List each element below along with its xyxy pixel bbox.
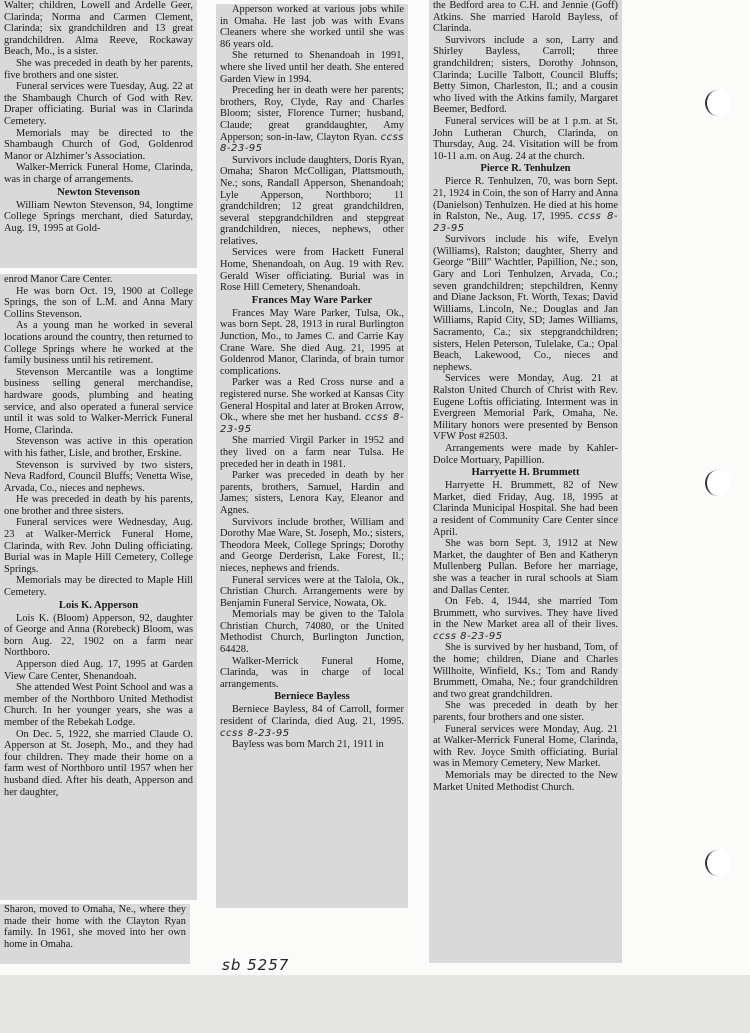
obit-text: Walter; children, Lowell and Ardelle Geer, Clarinda; Norma and Carmen Clement, Clarinda; six grandchildren and 13 great grandchildren. Alma Reeve, Rockaway Beach, Mo., is a sister. xyxy=(4,0,193,58)
obit-text: She was preceded in death by her parents, four brothers and one sister. xyxy=(433,700,618,724)
obituary-heading-frances-parker: Frances May Ware Parker xyxy=(251,294,373,306)
obit-text: Stevenson Mercantile was a longtime business selling general merchandise, hardware goods, plumbing and heating service, and also operated a funeral service until it was sold to Walker-Merrick Funeral Home, Clarinda. xyxy=(4,366,193,436)
obit-text: Survivors include his wife, Evelyn (Williams), Ralston; daughter, Sherry and George “Bill” Wachtler, Papillion, Ne.; son, Gary and Lori Tenhulzen, Arvada, Co.; seven grandchildren; stepchildren, Kenny and Diane Jackson, Ft. Worth, Texas; David Williams, Lincoln, Ne.; Douglas and Jan Williams, Rapid City, SD; James Williams, Sacramento, Ca.; six stepgrandchildren; sisters, Helen Peterson, Tulelake, Ca.; Opal Beach, Lakewood, Co., nieces and nephews. xyxy=(433,234,618,373)
obit-text: William Newton Stevenson, 94, longtime College Springs merchant, died Saturday, Aug. 19, 1995 at Gold- xyxy=(4,199,193,234)
obit-text: Funeral services were Monday, Aug. 21 at Walker-Merrick Funeral Home, Clarinda, with Rev. Joyce Smith officiating. Burial was in Memory Cemetery, New Market. xyxy=(433,723,618,770)
obit-text: She attended West Point School and was a member of the Northboro United Methodist Church. In her younger years, she was a member of the Rebekah Lodge. xyxy=(4,682,193,728)
obit-text: Survivors include daughters, Doris Ryan, Omaha; Sharon McColligan, Plattsmouth, Ne.; sons, Randall Apperson, Shenandoah; Lyle Apperson, Northboro; 11 grandchildren; 12 great grandchildren, several stepgrandchildren and stepgreat grandchildren, nieces, nephews, other relatives. xyxy=(220,154,404,247)
binder-hole-icon xyxy=(705,470,731,496)
obit-text: Memorials may be directed to Maple Hill Cemetery. xyxy=(4,575,193,599)
handwritten-date-note: ccss 8-23-95 xyxy=(220,131,404,155)
clipping-column-1-top xyxy=(0,0,197,268)
obit-text: As a young man he worked in several locations around the country, then returned to College Springs where he worked at the family business until his retirement. xyxy=(4,320,193,367)
obituary-heading-berniece-bayless: Berniece Bayless xyxy=(274,691,350,703)
obit-text: Memorials may be given to the Talola Christian Church, 74080, or the United Methodist Church, Burlington Junction, 64428. xyxy=(220,609,404,656)
obit-text: Bayless was born March 21, 1911 in xyxy=(232,739,384,751)
obit-text: Preceding her in death were her parents; brothers, Roy, Clyde, Ray and Charles Bloom; sister, Florence Turner; husband, Claude; great granddaughter, Amy Apperson; son-in-law, Clayton Ryan. ccss 8-23-95 xyxy=(220,85,404,155)
obit-text: the Bedford area to C.H. and Jennie (Goff) Atkins. She married Harold Bayless, of Clarinda. xyxy=(433,0,618,35)
obit-text: Berniece Bayless, 84 of Carroll, former resident of Clarinda, died Aug. 21, 1995. ccss 8-23-95 xyxy=(220,704,404,739)
binder-hole-icon xyxy=(705,850,731,876)
obit-text: Apperson died Aug. 17, 1995 at Garden View Care Center, Shenandoah. xyxy=(4,659,193,682)
clipping-column-1-bottom xyxy=(0,904,190,964)
obit-text: He was preceded in death by his parents, one brother and three sisters. xyxy=(4,494,193,517)
obit-text: Arrangements were made by Kahler-Dolce Mortuary, Papillion. xyxy=(433,442,618,466)
clipping-column-2 xyxy=(216,4,408,908)
obit-text: On Feb. 4, 1944, she married Tom Brummett, who survives. They have lived in the New Market area all of their lives. ccss 8-23-95 xyxy=(433,596,618,642)
obit-text: Harryette H. Brummett, 82 of New Market, died Friday, Aug. 18, 1995 at Clarinda Municipal Hospital. She had been a resident of Community Care Center since April. xyxy=(433,480,618,538)
obit-text: She married Virgil Parker in 1952 and they lived on a farm near Tulsa. He preceded her in death in 1981. xyxy=(220,435,404,470)
obit-text: Survivors include brother, William and Dorothy Mae Ware, St. Joseph, Mo.; sisters, Theodora Meek, College Springs; Dorothy and George Derderisn, Lake Forest, Il.; nieces, nephews and friends. xyxy=(220,516,404,574)
obit-text: Parker was preceded in death by her parents, brothers, Samuel, Hardin and James; sisters, Lenora Kay, Eleanor and Agnes. xyxy=(220,470,404,516)
obit-text: She was preceded in death by her parents, five brothers and one sister. xyxy=(4,57,193,81)
handwritten-date-note: ccss 8-23-95 xyxy=(433,211,619,234)
obit-text: enrod Manor Care Center. xyxy=(4,274,113,285)
handwritten-date-note: ccss 8-23-95 xyxy=(220,727,290,739)
obit-text: Apperson worked at various jobs while in Omaha. He last job was with Evans Cleaners where she worked until she was 86 years old. xyxy=(220,4,404,50)
obit-text: Funeral services were Tuesday, Aug. 22 at the Shambaugh Church of God with Rev. Draper officiating. Burial was in Clarinda Cemetery. xyxy=(4,81,193,127)
obit-text: Pierce R. Tenhulzen, 70, was born Sept. 21, 1924 in Coin, the son of Harry and Anna (Danielson) Tenhulzen. He died at his home in Ralston, Ne., Aug. 17, 1995. ccss 8-23-95 xyxy=(433,176,619,234)
obit-text: Walker-Merrick Funeral Home, Clarinda, was in charge of arrangements. xyxy=(4,162,193,185)
obit-text: Services were from Hackett Funeral Home, Shenandoah, on Aug. 19 with Rev. Gerald Wiser officiating. Burial was in Rose Hill Cemetery, Shenandoah. xyxy=(220,247,404,294)
obit-text: Funeral services will be at 1 p.m. at St. John Lutheran Church, Clarinda, on Thursday, Aug. 24. Visitation will be from 10-11 a.m. on Aug. 24 at the church. xyxy=(433,115,618,162)
clipping-column-1-middle xyxy=(0,274,197,900)
obit-text: She is survived by her husband, Tom, of the home; children, Diane and Charles Willhoite, Winfield, Ks.; Tom and Randy Brummett, Omaha, Ne.; four grandchildren and two great grandchildren. xyxy=(433,642,618,700)
obit-text: Funeral services were Wednesday, Aug. 23 at Walker-Merrick Funeral Home, Clarinda, with Rev. John Duling officiating. Burial was in Maple Hill Cemetery, College Springs. xyxy=(4,517,193,575)
obituary-heading-pierce-tenhulzen: Pierce R. Tenhulzen xyxy=(480,163,571,175)
obit-text: Funeral services were at the Talola, Ok., Christian Church. Arrangements were by Benjamin Funeral Service, Nowata, Ok. xyxy=(220,574,404,609)
obit-text: Walker-Merrick Funeral Home, Clarinda, was in charge of local arrangements. xyxy=(220,655,404,690)
obit-text: Stevenson was active in this operation with his father, Lisle, and brother, Erskine. xyxy=(4,436,193,459)
obit-text: Stevenson is survived by two sisters, Neva Radford, Council Bluffs; Venetta Wise, Arvada, Co., nieces and nephews. xyxy=(4,459,193,494)
obituary-heading-lois-apperson: Lois K. Apperson xyxy=(58,599,139,611)
handwritten-date-note: ccss 8-23-95 xyxy=(433,630,503,642)
handwritten-date-note: ccss 8-23-95 xyxy=(220,412,404,435)
obit-text: Parker was a Red Cross nurse and a registered nurse. She worked at Kansas City General Hospital and later at Broken Arrow, Ok., where she met her husband. ccss 8-23-95 xyxy=(220,377,404,435)
obituary-heading-harryette-brummett: Harryette H. Brummett xyxy=(471,467,580,479)
obit-text: Memorials may be directed to the Shambaugh Church of God, Goldenrod Manor or Alzhimer’s Association. xyxy=(4,127,193,162)
obit-text: Lois K. (Bloom) Apperson, 92, daughter of George and Anna (Rorebeck) Bloom, was born Aug. 22, 1902 on a farm near Northboro. xyxy=(4,612,193,659)
obit-text: Frances May Ware Parker, Tulsa, Ok., was born Sept. 28, 1913 in rural Burlington Junction, Mo., to James C. and Carrie Kay Crane Ware. She died Aug. 21, 1995 at Goldenrod Manor, Clarinda, of brain tumor complications. xyxy=(220,307,404,377)
scan-bottom-margin xyxy=(0,975,750,1033)
obit-text: Services were Monday, Aug. 21 at Ralston United Church of Christ with Rev. Eugene Loftis officiating. Interment was in Evergreen Memorial Park, Omaha, Ne. Military honors were presented by Benson VFW Post #2503. xyxy=(433,373,618,443)
obit-text: Survivors include a son, Larry and Shirley Bayless, Carroll; three grandchildren; sisters, Dorothy Johnson, Clarinda; Lucille Talbott, Council Bluffs; Betty Simon, Charleston, Il.; and a cousin who lived with the Atkins family, Margaret Beemer, Bedford. xyxy=(433,34,618,116)
obituary-heading-newton-stevenson: Newton Stevenson xyxy=(57,186,140,198)
obit-text: Sharon, moved to Omaha, Ne., where they made their home with the Clayton Ryan family. In 1961, she moved into her own home in Omaha. xyxy=(4,904,186,950)
obit-text: On Dec. 5, 1922, she married Claude O. Apperson at St. Joseph, Mo., and they had four children. They made their home on a farm west of Northboro until 1957 when her husband died. After his death, Apperson and her daughter, xyxy=(4,728,193,798)
binder-hole-icon xyxy=(705,90,731,116)
obit-text: She was born Sept. 3, 1912 at New Market, the daughter of Ben and Katheryn Mullenberg Pullan. Before her marriage, she was a teacher in rural schools at Siam and Dallas Center. xyxy=(433,538,618,596)
handwritten-catalog-number: sb 5257 xyxy=(222,956,290,974)
obit-text: He was born Oct. 19, 1900 at College Springs, the son of L.M. and Anna Mary Collins Stevenson. xyxy=(4,285,193,320)
obit-text: She returned to Shenandoah in 1991, where she lived until her death. She entered Garden View in 1994. xyxy=(220,50,404,85)
obit-text: Memorials may be directed to the New Market United Methodist Church. xyxy=(433,770,618,793)
clipping-column-3 xyxy=(429,0,622,963)
